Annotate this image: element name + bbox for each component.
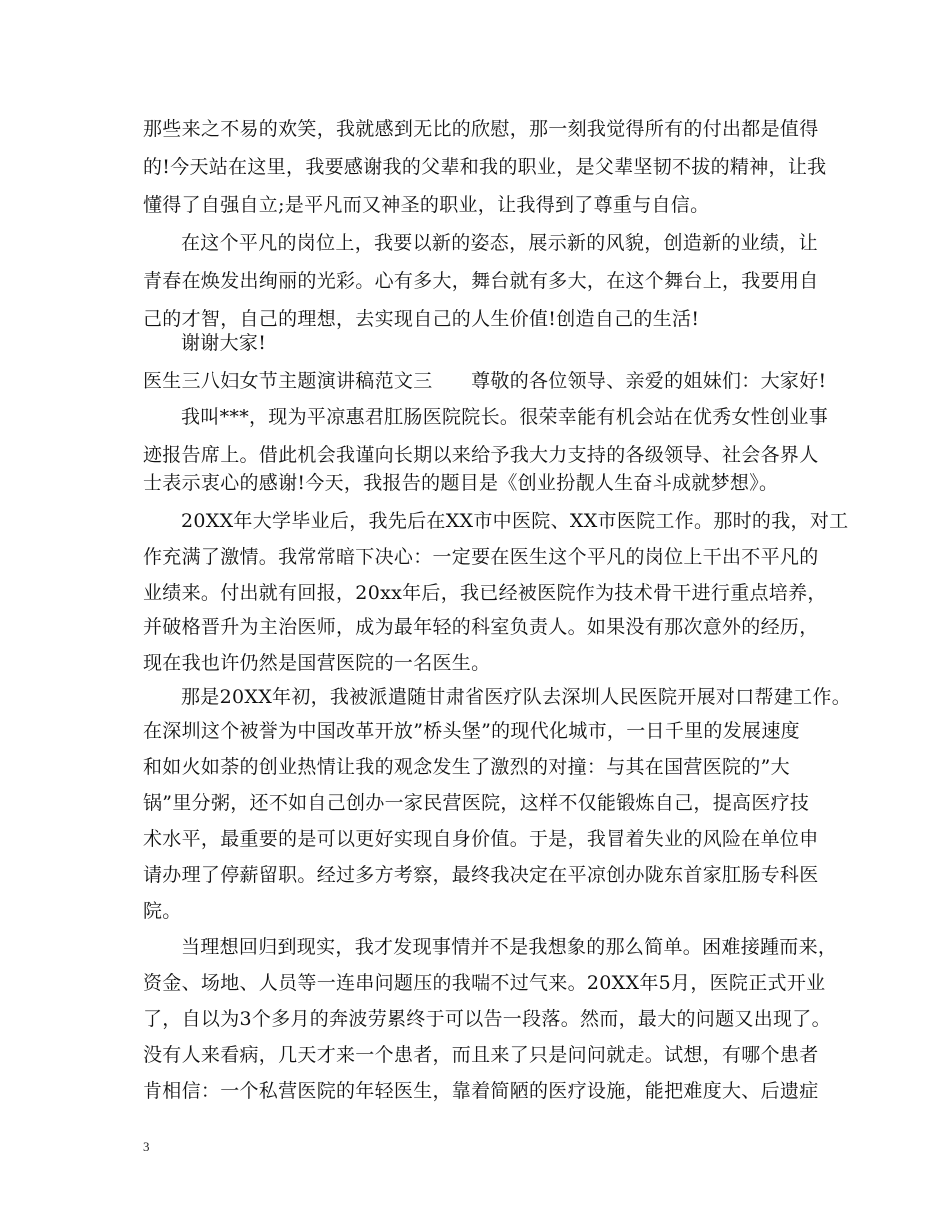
text-line: 院。 (143, 900, 182, 922)
paragraph-first-line: 当理想回归到现实，我才发现事情并不是我想象的那么简单。困难接踵而来， (181, 936, 838, 958)
text-line: 己的才智，自己的理想，去实现自己的人生价值!创造自己的生活! (143, 308, 700, 330)
text-line: 的!今天站在这里，我要感谢我的父辈和我的职业，是父辈坚韧不拔的精神，让我 (143, 156, 827, 178)
page-number: 3 (143, 1139, 150, 1154)
text-line: 并破格晋升为主治医师，成为最年轻的科室负责人。如果没有那次意外的经历， (143, 616, 819, 638)
text-line: 请办理了停薪留职。经过多方考察，最终我决定在平凉创办陇东首家肛肠专科医 (143, 864, 819, 886)
text-line: 现在我也许仍然是国营医院的一名医生。 (143, 652, 491, 674)
text-line: 懂得了自强自立;是平凡而又神圣的职业，让我得到了尊重与自信。 (143, 194, 710, 216)
text-line: 青春在焕发出绚丽的光彩。心有多大，舞台就有多大，在这个舞台上，我要用自 (143, 270, 819, 292)
text-line: 迹报告席上。借此机会我谨向长期以来给予我大力支持的各级领导、社会各界人 (143, 444, 819, 466)
paragraph-first-line: 20XX年大学毕业后，我先后在XX市中医院、XX市医院工作。那时的我，对工 (181, 510, 849, 532)
text-line: 锅”里分粥，还不如自己创办一家民营医院，这样不仅能锻炼自己，提高医疗技 (143, 792, 810, 814)
text-line: 作充满了激情。我常常暗下决心：一定要在医生这个平凡的岗位上干出不平凡的 (143, 546, 819, 568)
text-line: 肯相信：一个私营医院的年轻医生，靠着简陋的医疗设施，能把难度大、后遗症 (143, 1080, 819, 1102)
text-line: 那些来之不易的欢笑，我就感到无比的欣慰，那一刻我觉得所有的付出都是值得 (143, 118, 819, 140)
text-line: 业绩来。付出就有回报，20xx年后，我已经被医院作为技术骨干进行重点培养， (143, 582, 827, 604)
section-title-line: 医生三八妇女节主题演讲稿范文三 尊敬的各位领导、亲爱的姐妹们：大家好! (143, 370, 827, 392)
text-line: 没有人来看病，几天才来一个患者，而且来了只是问问就走。试想，有哪个患者 (143, 1044, 819, 1066)
paragraph-first-line: 那是20XX年初，我被派遣随甘肃省医疗队去深圳人民医院开展对口帮建工作。 (181, 686, 852, 708)
text-line: 士表示衷心的感谢!今天，我报告的题目是《创业扮靓人生奋斗成就梦想》。 (143, 472, 779, 494)
text-line: 在深圳这个被誉为中国改革开放”桥头堡”的现代化城市，一日千里的发展速度 (143, 720, 800, 742)
text-line: 资金、场地、人员等一连串问题压的我喘不过气来。20XX年5月，医院正式开业 (143, 972, 826, 994)
text-line: 术水平，最重要的是可以更好实现自身价值。于是，我冒着失业的风险在单位申 (143, 828, 819, 850)
paragraph-first-line: 谢谢大家! (181, 332, 267, 354)
text-line: 了，自以为3个多月的奔波劳累终于可以告一段落。然而，最大的问题又出现了。 (143, 1008, 831, 1030)
paragraph-first-line: 我叫***，现为平凉惠君肛肠医院院长。很荣幸能有机会站在优秀女性创业事 (181, 406, 829, 428)
text-line: 和如火如荼的创业热情让我的观念发生了激烈的对撞：与其在国营医院的”大 (143, 756, 790, 778)
paragraph-first-line: 在这个平凡的岗位上，我要以新的姿态，展示新的风貌，创造新的业绩，让 (181, 232, 818, 254)
